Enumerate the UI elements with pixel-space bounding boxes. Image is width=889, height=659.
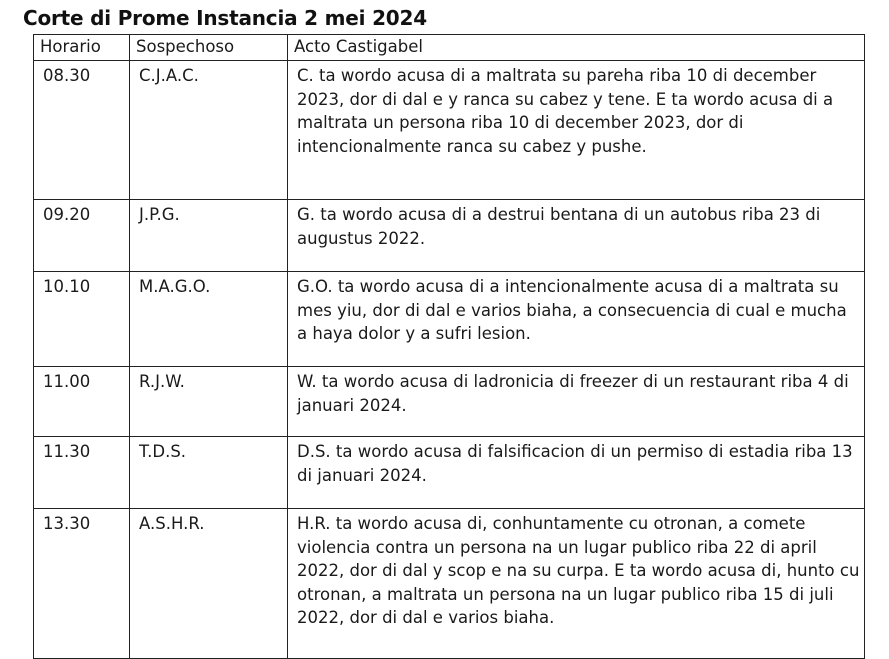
table-row <box>34 367 865 437</box>
cell-time: 11.00 <box>34 367 130 437</box>
cell-act: G.O. ta wordo acusa di a intencionalmente acusa di a maltrata su mes yiu, dor di dal e varios biaha, a consecuencia di cual e mucha a haya dolor y a sufri lesion. <box>288 272 865 367</box>
cell-suspect: J.P.G. <box>130 200 288 272</box>
cell-suspect: A.S.H.R. <box>130 509 288 659</box>
page-title: Corte di Prome Instancia 2 mei 2024 <box>23 6 427 30</box>
cell-time: 10.10 <box>34 272 130 367</box>
cell-act: C. ta wordo acusa di a maltrata su pareha riba 10 di december 2023, dor di dal e y ranca su cabez y tene. E ta wordo acusa di a maltrata un persona riba 10 di december 2023, dor di intencionalmente ranca su cabez y pushe. <box>288 61 865 200</box>
cell-time: 11.30 <box>34 437 130 509</box>
cell-act: G. ta wordo acusa di a destrui bentana di un autobus riba 23 di augustus 2022. <box>288 200 865 272</box>
column-header-sospechoso: Sospechoso <box>130 35 288 61</box>
table-header-row <box>34 35 865 61</box>
cell-act: H.R. ta wordo acusa di, conhuntamente cu otronan, a comete violencia contra un persona na un lugar publico riba 22 di april 2022, dor di dal y scop e na su curpa. E ta wordo acusa di, hunto cu otronan, a maltrata un persona na un lugar publico riba 15 di juli 2022, dor di dal e varios biaha. <box>288 509 865 659</box>
cell-time: 13.30 <box>34 509 130 659</box>
table-row <box>34 509 865 659</box>
column-header-acto-castigabel: Acto Castigabel <box>288 35 865 61</box>
table-row <box>34 61 865 200</box>
table-row <box>34 272 865 367</box>
column-header-horario: Horario <box>34 35 130 61</box>
cell-act: W. ta wordo acusa di ladronicia di freezer di un restaurant riba 4 di januari 2024. <box>288 367 865 437</box>
hearing-schedule-table <box>33 34 865 659</box>
cell-suspect: M.A.G.O. <box>130 272 288 367</box>
table-row <box>34 437 865 509</box>
table-row <box>34 200 865 272</box>
cell-suspect: C.J.A.C. <box>130 61 288 200</box>
cell-time: 09.20 <box>34 200 130 272</box>
cell-suspect: R.J.W. <box>130 367 288 437</box>
cell-time: 08.30 <box>34 61 130 200</box>
cell-act: D.S. ta wordo acusa di falsificacion di un permiso di estadia riba 13 di januari 2024. <box>288 437 865 509</box>
cell-suspect: T.D.S. <box>130 437 288 509</box>
